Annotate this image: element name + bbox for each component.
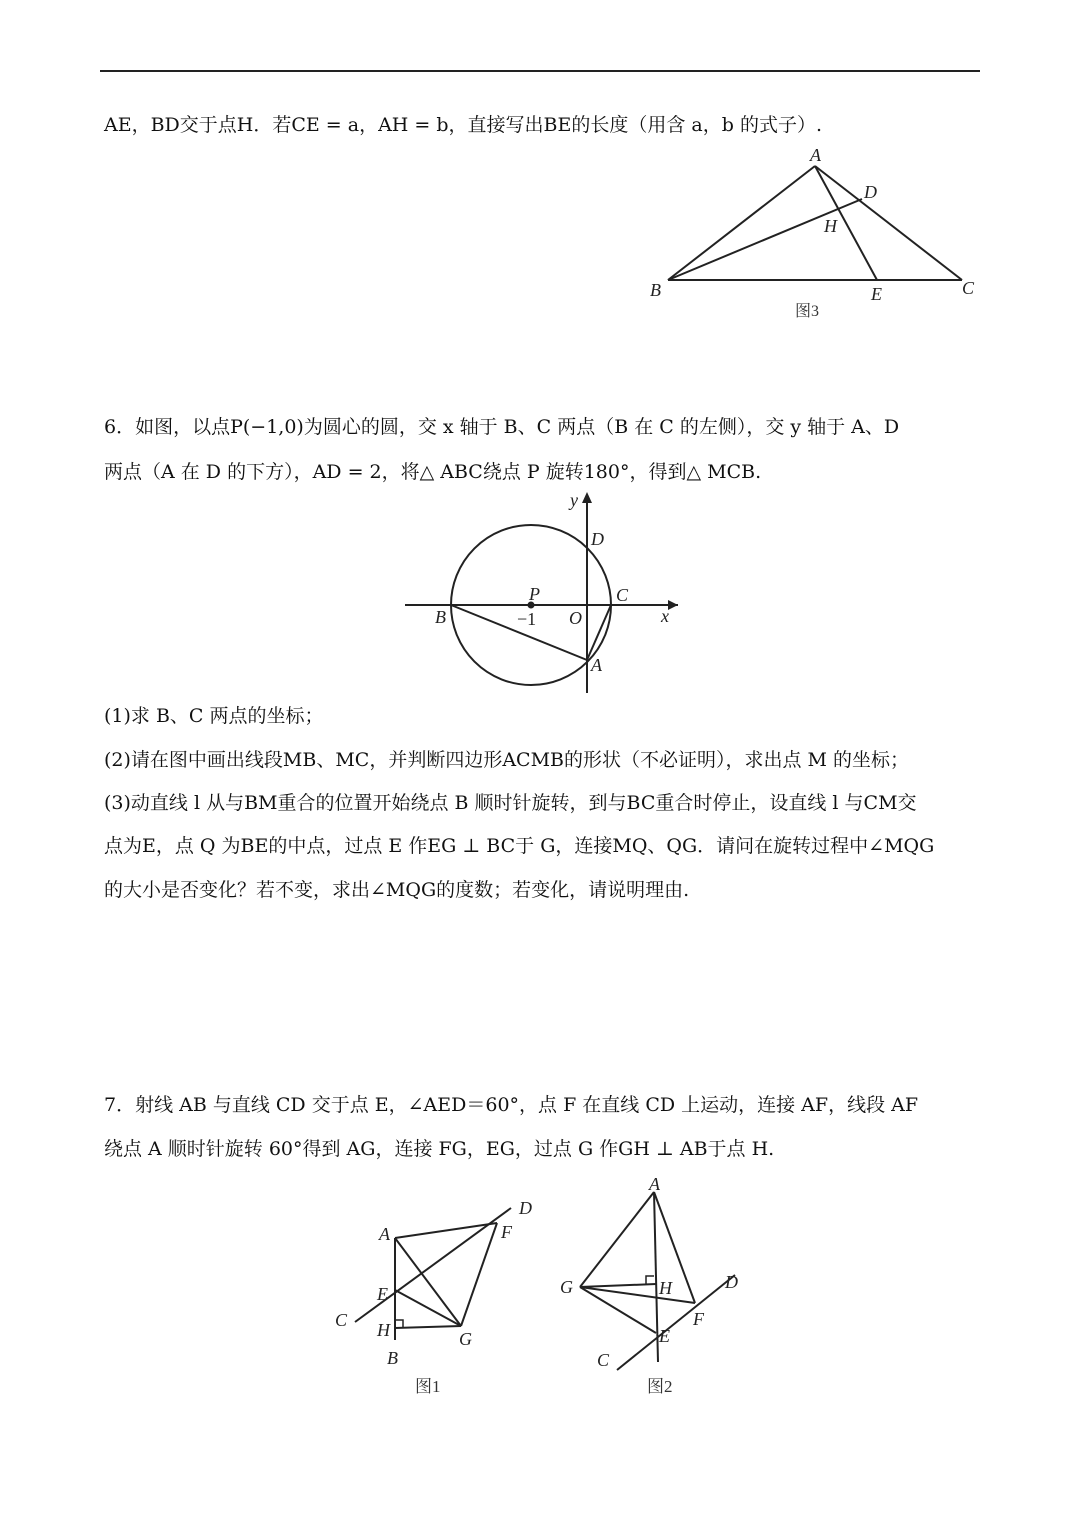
segment-fg	[461, 1223, 497, 1326]
label-h: H	[377, 1320, 390, 1340]
line-cd	[617, 1275, 735, 1370]
label-e: E	[377, 1284, 388, 1304]
q6-line-2: 两点（A 在 D 的下方），AD = 2，将△ ABC绕点 P 旋转180°，得到△ MCB.	[104, 461, 762, 483]
label-d: D	[864, 182, 877, 202]
figure-1	[325, 1190, 555, 1400]
label-a: A	[591, 655, 602, 675]
label-d: D	[519, 1198, 532, 1218]
q7-line-1: 7．射线 AB 与直线 CD 交于点 E，∠AED＝60°，点 F 在直线 CD 上运动，连接 AF，线段 AF	[104, 1094, 919, 1116]
label-a: A	[649, 1174, 660, 1194]
segment-ac	[587, 605, 611, 660]
q6-line-1: 6．如图，以点P(−1,0)为圆心的圆，交 x 轴于 B、C 两点（B 在 C 的左侧），交 y 轴于 A、D	[104, 416, 900, 438]
label-o: O	[569, 608, 582, 628]
figure-3	[640, 140, 980, 325]
label-e: E	[871, 284, 882, 304]
figure-1-caption: 图1	[415, 1377, 441, 1396]
segment-ac	[815, 166, 962, 280]
q6-sub-3-line-2: 点为E，点 Q 为BE的中点，过点 E 作EG ⊥ BC于 G，连接MQ、QG．请问在旋转过程中∠MQG	[104, 835, 935, 857]
label-g: G	[560, 1277, 573, 1297]
segment-eg	[395, 1290, 461, 1326]
segment-ag	[580, 1192, 654, 1287]
label-c: C	[597, 1350, 610, 1370]
segment-gh	[395, 1326, 461, 1328]
label-b: B	[650, 280, 661, 300]
label-e: E	[659, 1326, 670, 1346]
figure-2-caption: 图2	[647, 1377, 673, 1396]
q6-sub-3-line-3: 的大小是否变化？若不变，求出∠MQG的度数；若变化，请说明理由.	[104, 879, 690, 901]
header-rule	[100, 70, 980, 72]
label-h: H	[659, 1278, 672, 1298]
q6-sub-1: (1)求 B、C 两点的坐标；	[104, 705, 324, 727]
label-f: F	[693, 1309, 704, 1329]
label-p: P	[529, 584, 540, 604]
label-c: C	[962, 278, 975, 298]
figure-3-caption: 图3	[795, 303, 820, 320]
right-angle-mark-icon	[646, 1276, 654, 1284]
segment-bd	[668, 199, 862, 280]
label-y: y	[570, 490, 578, 510]
label-b: B	[435, 607, 446, 627]
label-f: F	[501, 1222, 512, 1242]
segment-gf	[580, 1287, 695, 1303]
figure-q6-circle	[400, 488, 690, 700]
label-c: C	[616, 585, 629, 605]
label-x: x	[661, 606, 669, 626]
label-a: A	[379, 1224, 390, 1244]
q5-line-1: AE，BD交于点H．若CE = a，AH = b，直接写出BE的长度（用含 a，b 的式子）.	[104, 114, 822, 136]
label-g: G	[459, 1329, 472, 1349]
segment-ge	[580, 1287, 656, 1333]
label-a: A	[810, 145, 821, 165]
segment-gh	[580, 1284, 656, 1287]
q6-sub-2: (2)请在图中画出线段MB、MC，并判断四边形ACMB的形状（不必证明），求出点 M 的坐标；	[104, 749, 910, 771]
label-c: C	[335, 1310, 348, 1330]
label-h: H	[824, 216, 837, 236]
label-neg-1: −1	[517, 609, 537, 629]
label-b: B	[387, 1348, 398, 1368]
y-axis-arrow-icon	[582, 492, 592, 503]
figure-2	[555, 1170, 765, 1400]
q6-sub-3-line-1: (3)动直线 l 从与BM重合的位置开始绕点 B 顺时针旋转，到与BC重合时停止，设直线 l 与CM交	[104, 792, 917, 814]
x-axis-arrow-icon	[668, 600, 678, 610]
segment-ba	[668, 166, 815, 280]
q7-line-2: 绕点 A 顺时针旋转 60°得到 AG，连接 FG，EG，过点 G 作GH ⊥ AB于点 H.	[104, 1138, 775, 1160]
label-d: D	[591, 529, 604, 549]
label-d: D	[725, 1272, 738, 1292]
